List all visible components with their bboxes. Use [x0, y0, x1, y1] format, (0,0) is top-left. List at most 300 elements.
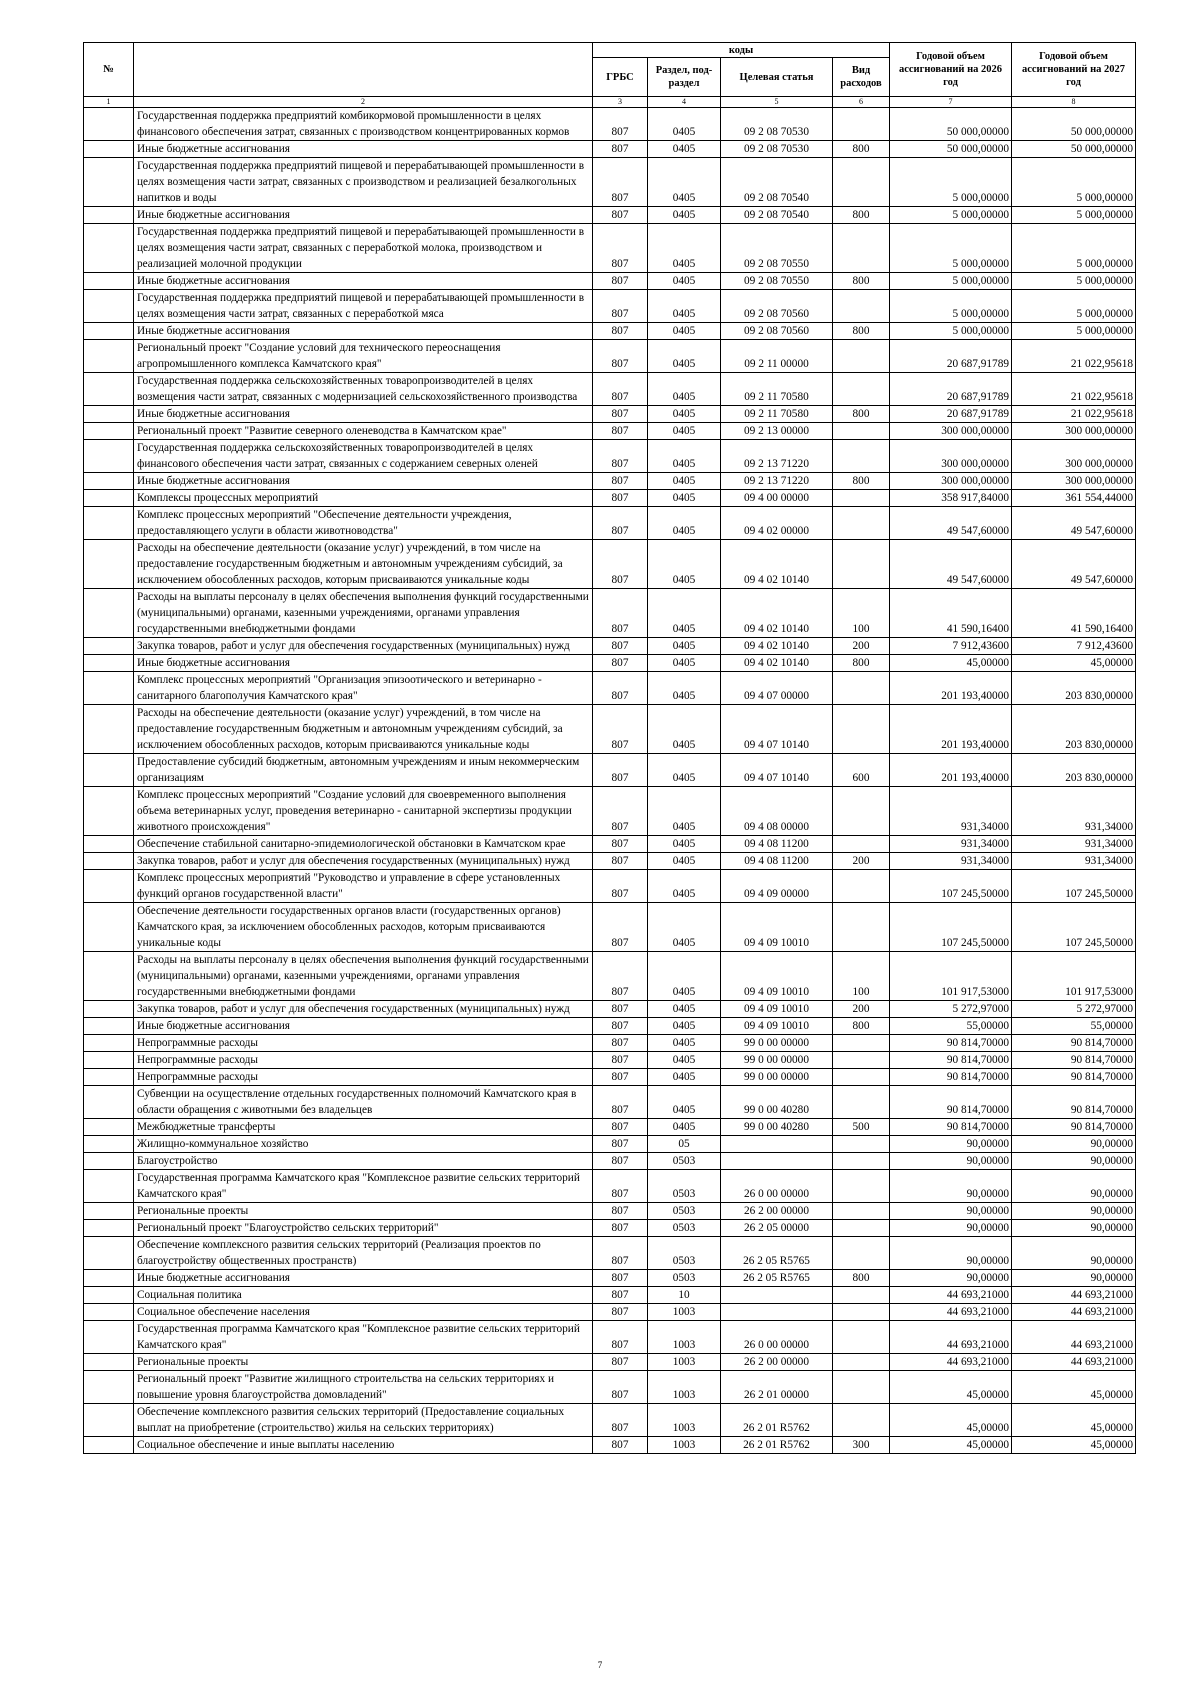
cell-grbs: 807: [593, 473, 648, 490]
cell-razdel: 0405: [648, 754, 721, 787]
cell-name: Государственная поддержка сельскохозяйственных товаропроизводителей в целях финансового обеспечения части затрат, связанных с содержанием северных оленей: [134, 440, 593, 473]
cell-amount-2027: 931,34000: [1012, 787, 1136, 836]
cell-amount-2027: 931,34000: [1012, 853, 1136, 870]
cell-amount-2027: 44 693,21000: [1012, 1354, 1136, 1371]
cell-grbs: 807: [593, 1052, 648, 1069]
cell-razdel: 0405: [648, 340, 721, 373]
cell-expense-type: 300: [833, 1437, 890, 1454]
table-row: [84, 1404, 1136, 1437]
cell-razdel: 0405: [648, 1035, 721, 1052]
cell-expense-type: [833, 1237, 890, 1270]
cell-name: Комплекс процессных мероприятий "Организация эпизоотического и ветеринарно - санитарного благополучия Камчатского края": [134, 672, 593, 705]
cell-name: Жилищно-коммунальное хозяйство: [134, 1136, 593, 1153]
cell-razdel: 0405: [648, 1069, 721, 1086]
cell-amount-2026: 107 245,50000: [890, 870, 1012, 903]
cell-name: Предоставление субсидий бюджетным, автономным учреждениям и иным некоммерческим организациям: [134, 754, 593, 787]
cell-amount-2027: 5 000,00000: [1012, 224, 1136, 273]
cell-name: Государственная программа Камчатского края "Комплексное развитие сельских территорий Камчатского края": [134, 1170, 593, 1203]
cell-expense-type: 800: [833, 655, 890, 672]
cell-target-article: 09 2 11 70580: [721, 406, 833, 423]
cell-target-article: 09 4 08 00000: [721, 787, 833, 836]
cell-name: Иные бюджетные ассигнования: [134, 1270, 593, 1287]
column-number: 6: [833, 97, 890, 108]
cell-amount-2026: 5 000,00000: [890, 207, 1012, 224]
cell-target-article: 09 4 02 00000: [721, 507, 833, 540]
header-celevaya: Целевая статья: [721, 58, 833, 97]
cell-amount-2027: 90,00000: [1012, 1237, 1136, 1270]
cell-no: [84, 1119, 134, 1136]
table-row: [84, 1018, 1136, 1035]
cell-target-article: 09 2 13 71220: [721, 440, 833, 473]
cell-grbs: 807: [593, 1321, 648, 1354]
cell-grbs: 807: [593, 1237, 648, 1270]
cell-amount-2026: 45,00000: [890, 1437, 1012, 1454]
table-row: [84, 373, 1136, 406]
table-row: [84, 340, 1136, 373]
cell-no: [84, 108, 134, 141]
cell-expense-type: 800: [833, 473, 890, 490]
cell-amount-2026: 44 693,21000: [890, 1287, 1012, 1304]
cell-expense-type: [833, 1203, 890, 1220]
cell-no: [84, 870, 134, 903]
cell-razdel: 0405: [648, 655, 721, 672]
cell-target-article: 99 0 00 00000: [721, 1035, 833, 1052]
cell-grbs: 807: [593, 1001, 648, 1018]
cell-amount-2026: 5 000,00000: [890, 158, 1012, 207]
cell-amount-2026: 90,00000: [890, 1203, 1012, 1220]
cell-grbs: 807: [593, 705, 648, 754]
cell-razdel: 1003: [648, 1437, 721, 1454]
cell-expense-type: [833, 340, 890, 373]
cell-amount-2026: 20 687,91789: [890, 406, 1012, 423]
cell-razdel: 0405: [648, 473, 721, 490]
cell-target-article: 09 4 02 10140: [721, 655, 833, 672]
cell-amount-2026: 7 912,43600: [890, 638, 1012, 655]
table-row: [84, 638, 1136, 655]
cell-expense-type: [833, 787, 890, 836]
cell-target-article: 09 4 09 10010: [721, 952, 833, 1001]
cell-grbs: 807: [593, 1069, 648, 1086]
budget-table: [83, 42, 1136, 1454]
cell-expense-type: [833, 1354, 890, 1371]
cell-expense-type: [833, 836, 890, 853]
cell-amount-2026: 90 814,70000: [890, 1069, 1012, 1086]
cell-target-article: 26 2 01 00000: [721, 1371, 833, 1404]
cell-name: Социальное обеспечение населения: [134, 1304, 593, 1321]
cell-no: [84, 1321, 134, 1354]
cell-razdel: 0405: [648, 273, 721, 290]
cell-amount-2026: 90,00000: [890, 1153, 1012, 1170]
cell-amount-2026: 50 000,00000: [890, 108, 1012, 141]
cell-target-article: 09 2 13 00000: [721, 423, 833, 440]
cell-amount-2026: 41 590,16400: [890, 589, 1012, 638]
cell-expense-type: [833, 903, 890, 952]
cell-target-article: 09 4 08 11200: [721, 853, 833, 870]
table-row: [84, 1069, 1136, 1086]
cell-expense-type: 800: [833, 273, 890, 290]
cell-grbs: 807: [593, 224, 648, 273]
cell-no: [84, 340, 134, 373]
cell-amount-2026: 90,00000: [890, 1270, 1012, 1287]
cell-no: [84, 224, 134, 273]
cell-expense-type: [833, 1153, 890, 1170]
cell-amount-2027: 49 547,60000: [1012, 540, 1136, 589]
cell-name: Региональный проект "Развитие жилищного строительства на сельских территориях и повышение уровня благоустройства домовладений": [134, 1371, 593, 1404]
cell-razdel: 1003: [648, 1304, 721, 1321]
cell-razdel: 0503: [648, 1220, 721, 1237]
cell-amount-2026: 101 917,53000: [890, 952, 1012, 1001]
cell-grbs: 807: [593, 1270, 648, 1287]
cell-expense-type: 800: [833, 1018, 890, 1035]
cell-no: [84, 207, 134, 224]
cell-no: [84, 1287, 134, 1304]
cell-grbs: 807: [593, 406, 648, 423]
cell-amount-2026: 44 693,21000: [890, 1354, 1012, 1371]
cell-amount-2027: 203 830,00000: [1012, 672, 1136, 705]
cell-expense-type: [833, 705, 890, 754]
cell-razdel: 0405: [648, 1001, 721, 1018]
cell-razdel: 0405: [648, 290, 721, 323]
cell-target-article: 09 4 07 10140: [721, 754, 833, 787]
cell-razdel: 0405: [648, 207, 721, 224]
cell-expense-type: [833, 1304, 890, 1321]
cell-target-article: [721, 1136, 833, 1153]
column-number: 5: [721, 97, 833, 108]
cell-expense-type: [833, 1136, 890, 1153]
cell-name: Региональные проекты: [134, 1203, 593, 1220]
cell-amount-2027: 45,00000: [1012, 655, 1136, 672]
cell-amount-2026: 931,34000: [890, 836, 1012, 853]
cell-razdel: 0405: [648, 323, 721, 340]
header-name: [134, 43, 593, 97]
cell-no: [84, 290, 134, 323]
cell-no: [84, 638, 134, 655]
cell-expense-type: 200: [833, 853, 890, 870]
cell-grbs: 807: [593, 1404, 648, 1437]
cell-name: Обеспечение комплексного развития сельских территорий (Предоставление социальных выплат на приобретение (строительство) жилья на сельских территориях): [134, 1404, 593, 1437]
cell-expense-type: [833, 1287, 890, 1304]
cell-amount-2026: 49 547,60000: [890, 507, 1012, 540]
cell-grbs: 807: [593, 655, 648, 672]
table-row: [84, 853, 1136, 870]
cell-amount-2027: 300 000,00000: [1012, 473, 1136, 490]
cell-grbs: 807: [593, 507, 648, 540]
cell-no: [84, 705, 134, 754]
cell-razdel: 0405: [648, 540, 721, 589]
cell-no: [84, 1170, 134, 1203]
table-row: [84, 290, 1136, 323]
cell-amount-2027: 5 000,00000: [1012, 158, 1136, 207]
cell-target-article: 09 4 08 11200: [721, 836, 833, 853]
cell-no: [84, 1035, 134, 1052]
cell-amount-2026: 201 193,40000: [890, 705, 1012, 754]
cell-razdel: 0405: [648, 373, 721, 406]
cell-target-article: 09 2 08 70560: [721, 323, 833, 340]
cell-razdel: 0503: [648, 1170, 721, 1203]
header-razdel: Раздел, под-раздел: [648, 58, 721, 97]
cell-amount-2026: 931,34000: [890, 787, 1012, 836]
cell-name: Расходы на выплаты персоналу в целях обеспечения выполнения функций государственными (муниципальными) органами, казенными учреждениями, органами управления государственными внебюджетными фондами: [134, 952, 593, 1001]
cell-razdel: 0405: [648, 108, 721, 141]
cell-target-article: 09 2 13 71220: [721, 473, 833, 490]
cell-amount-2027: 90 814,70000: [1012, 1086, 1136, 1119]
cell-expense-type: [833, 1069, 890, 1086]
cell-amount-2027: 5 000,00000: [1012, 323, 1136, 340]
cell-expense-type: [833, 1052, 890, 1069]
cell-grbs: 807: [593, 1203, 648, 1220]
cell-razdel: 0405: [648, 1119, 721, 1136]
table-row: [84, 1270, 1136, 1287]
column-number: 4: [648, 97, 721, 108]
cell-amount-2027: 107 245,50000: [1012, 870, 1136, 903]
cell-target-article: 09 4 07 00000: [721, 672, 833, 705]
cell-target-article: 09 2 08 70550: [721, 224, 833, 273]
cell-expense-type: [833, 1086, 890, 1119]
cell-amount-2027: 49 547,60000: [1012, 507, 1136, 540]
cell-grbs: 807: [593, 1170, 648, 1203]
cell-expense-type: [833, 540, 890, 589]
cell-razdel: 0503: [648, 1237, 721, 1270]
cell-expense-type: 800: [833, 1270, 890, 1287]
cell-amount-2027: 300 000,00000: [1012, 423, 1136, 440]
cell-expense-type: [833, 672, 890, 705]
table-row: [84, 705, 1136, 754]
cell-no: [84, 1018, 134, 1035]
cell-expense-type: [833, 1035, 890, 1052]
cell-name: Непрограммные расходы: [134, 1069, 593, 1086]
cell-grbs: 807: [593, 1371, 648, 1404]
cell-amount-2027: 90,00000: [1012, 1220, 1136, 1237]
cell-grbs: 807: [593, 1153, 648, 1170]
cell-amount-2026: 5 000,00000: [890, 323, 1012, 340]
cell-no: [84, 440, 134, 473]
cell-razdel: 0405: [648, 1086, 721, 1119]
cell-target-article: 26 2 00 00000: [721, 1203, 833, 1220]
cell-expense-type: [833, 290, 890, 323]
cell-razdel: 0503: [648, 1203, 721, 1220]
cell-expense-type: [833, 224, 890, 273]
cell-no: [84, 473, 134, 490]
cell-amount-2027: 107 245,50000: [1012, 903, 1136, 952]
cell-expense-type: 100: [833, 952, 890, 1001]
cell-grbs: 807: [593, 903, 648, 952]
cell-amount-2026: 50 000,00000: [890, 141, 1012, 158]
cell-expense-type: [833, 870, 890, 903]
cell-amount-2027: 7 912,43600: [1012, 638, 1136, 655]
cell-amount-2027: 90,00000: [1012, 1170, 1136, 1203]
cell-name: Обеспечение стабильной санитарно-эпидемиологической обстановки в Камчатском крае: [134, 836, 593, 853]
table-row: [84, 1237, 1136, 1270]
cell-razdel: 0405: [648, 423, 721, 440]
cell-no: [84, 423, 134, 440]
cell-amount-2026: 107 245,50000: [890, 903, 1012, 952]
table-row: [84, 1437, 1136, 1454]
cell-name: Иные бюджетные ассигнования: [134, 323, 593, 340]
table-row: [84, 1203, 1136, 1220]
cell-amount-2026: 5 000,00000: [890, 290, 1012, 323]
cell-name: Иные бюджетные ассигнования: [134, 473, 593, 490]
cell-name: Социальная политика: [134, 1287, 593, 1304]
cell-expense-type: [833, 1404, 890, 1437]
cell-expense-type: 600: [833, 754, 890, 787]
cell-no: [84, 1052, 134, 1069]
cell-amount-2026: 300 000,00000: [890, 473, 1012, 490]
cell-no: [84, 1153, 134, 1170]
cell-target-article: 09 4 09 00000: [721, 870, 833, 903]
cell-grbs: 807: [593, 1220, 648, 1237]
cell-name: Государственная поддержка предприятий пищевой и перерабатывающей промышленности в целях возмещения части затрат, связанных с производством и реализацией безалкогольных напитков и воды: [134, 158, 593, 207]
cell-no: [84, 1136, 134, 1153]
table-row: [84, 1354, 1136, 1371]
cell-razdel: 1003: [648, 1404, 721, 1437]
cell-target-article: 09 4 09 10010: [721, 903, 833, 952]
cell-grbs: 807: [593, 1354, 648, 1371]
cell-amount-2026: 44 693,21000: [890, 1321, 1012, 1354]
cell-amount-2026: 45,00000: [890, 655, 1012, 672]
budget-table-page: [83, 42, 1135, 1454]
cell-razdel: 0503: [648, 1270, 721, 1287]
cell-grbs: 807: [593, 836, 648, 853]
cell-name: Иные бюджетные ассигнования: [134, 1018, 593, 1035]
cell-name: Расходы на выплаты персоналу в целях обеспечения выполнения функций государственными (муниципальными) органами, казенными учреждениями, органами управления государственными внебюджетными фондами: [134, 589, 593, 638]
cell-name: Государственная поддержка предприятий пищевой и перерабатывающей промышленности в целях возмещения части затрат, связанных с переработкой молока, производством и реализацией молочной продукции: [134, 224, 593, 273]
cell-amount-2027: 5 000,00000: [1012, 207, 1136, 224]
cell-grbs: 807: [593, 1119, 648, 1136]
cell-expense-type: [833, 1321, 890, 1354]
cell-target-article: [721, 1304, 833, 1321]
cell-name: Комплекс процессных мероприятий "Создание условий для своевременного выполнения объема ветеринарных услуг, проведения ветеринарно - санитарной экспертизы продукции животного происхождения": [134, 787, 593, 836]
cell-grbs: 807: [593, 158, 648, 207]
cell-name: Иные бюджетные ассигнования: [134, 406, 593, 423]
cell-target-article: 99 0 00 00000: [721, 1052, 833, 1069]
cell-amount-2026: 45,00000: [890, 1404, 1012, 1437]
table-row: [84, 1086, 1136, 1119]
cell-name: Региональный проект "Благоустройство сельских территорий": [134, 1220, 593, 1237]
cell-no: [84, 323, 134, 340]
cell-no: [84, 1001, 134, 1018]
cell-name: Государственная поддержка сельскохозяйственных товаропроизводителей в целях возмещения части затрат, связанных с модернизацией сельскохозяйственного производства: [134, 373, 593, 406]
cell-razdel: 10: [648, 1287, 721, 1304]
cell-amount-2026: 90 814,70000: [890, 1052, 1012, 1069]
cell-amount-2027: 931,34000: [1012, 836, 1136, 853]
table-row: [84, 672, 1136, 705]
cell-amount-2027: 45,00000: [1012, 1404, 1136, 1437]
cell-target-article: 99 0 00 40280: [721, 1119, 833, 1136]
cell-grbs: 807: [593, 1035, 648, 1052]
cell-amount-2027: 55,00000: [1012, 1018, 1136, 1035]
cell-no: [84, 273, 134, 290]
table-row: [84, 1304, 1136, 1321]
cell-no: [84, 406, 134, 423]
cell-target-article: 26 0 00 00000: [721, 1321, 833, 1354]
column-number: 7: [890, 97, 1012, 108]
cell-name: Комплекс процессных мероприятий "Руководство и управление в сфере установленных функций органов государственной власти": [134, 870, 593, 903]
cell-amount-2027: 44 693,21000: [1012, 1304, 1136, 1321]
table-row: [84, 903, 1136, 952]
cell-no: [84, 1203, 134, 1220]
cell-expense-type: [833, 1170, 890, 1203]
cell-expense-type: 800: [833, 207, 890, 224]
cell-target-article: 26 2 05 00000: [721, 1220, 833, 1237]
table-row: [84, 1001, 1136, 1018]
cell-name: Межбюджетные трансферты: [134, 1119, 593, 1136]
cell-target-article: 09 2 08 70530: [721, 141, 833, 158]
cell-grbs: 807: [593, 423, 648, 440]
table-row: [84, 507, 1136, 540]
cell-no: [84, 1270, 134, 1287]
cell-name: Государственная программа Камчатского края "Комплексное развитие сельских территорий Камчатского края": [134, 1321, 593, 1354]
cell-grbs: 807: [593, 672, 648, 705]
cell-no: [84, 1371, 134, 1404]
cell-amount-2026: 90 814,70000: [890, 1086, 1012, 1119]
cell-no: [84, 1086, 134, 1119]
cell-amount-2026: 49 547,60000: [890, 540, 1012, 589]
cell-amount-2026: 55,00000: [890, 1018, 1012, 1035]
cell-target-article: 09 2 08 70540: [721, 207, 833, 224]
cell-expense-type: 100: [833, 589, 890, 638]
cell-amount-2027: 101 917,53000: [1012, 952, 1136, 1001]
cell-no: [84, 158, 134, 207]
cell-razdel: 1003: [648, 1354, 721, 1371]
cell-amount-2027: 21 022,95618: [1012, 340, 1136, 373]
cell-amount-2027: 50 000,00000: [1012, 108, 1136, 141]
cell-razdel: 0405: [648, 1018, 721, 1035]
table-row: [84, 406, 1136, 423]
cell-name: Обеспечение деятельности государственных органов власти (государственных органов) Камчатского края, за исключением обособленных расходов, которым присваиваются уникальные коды: [134, 903, 593, 952]
cell-amount-2027: 90,00000: [1012, 1203, 1136, 1220]
cell-grbs: 807: [593, 1437, 648, 1454]
cell-name: Социальное обеспечение и иные выплаты населению: [134, 1437, 593, 1454]
cell-grbs: 807: [593, 638, 648, 655]
cell-expense-type: 200: [833, 638, 890, 655]
cell-name: Субвенции на осуществление отдельных государственных полномочий Камчатского края в области обращения с животными без владельцев: [134, 1086, 593, 1119]
cell-name: Непрограммные расходы: [134, 1052, 593, 1069]
cell-razdel: 0503: [648, 1153, 721, 1170]
table-body: [84, 108, 1136, 1454]
cell-razdel: 0405: [648, 224, 721, 273]
table-row: [84, 1321, 1136, 1354]
cell-name: Расходы на обеспечение деятельности (оказание услуг) учреждений, в том числе на предоставление государственным бюджетным и автономным учреждениям субсидий, за исключением обособленных расходов, которым присваиваются уникальные коды: [134, 540, 593, 589]
cell-grbs: 807: [593, 141, 648, 158]
cell-razdel: 0405: [648, 903, 721, 952]
cell-amount-2026: 44 693,21000: [890, 1304, 1012, 1321]
cell-expense-type: [833, 373, 890, 406]
cell-razdel: 0405: [648, 158, 721, 207]
cell-name: Иные бюджетные ассигнования: [134, 273, 593, 290]
cell-target-article: 99 0 00 40280: [721, 1086, 833, 1119]
cell-name: Комплексы процессных мероприятий: [134, 490, 593, 507]
cell-expense-type: 800: [833, 406, 890, 423]
cell-name: Благоустройство: [134, 1153, 593, 1170]
table-row: [84, 1170, 1136, 1203]
cell-expense-type: [833, 1220, 890, 1237]
cell-target-article: 09 4 00 00000: [721, 490, 833, 507]
cell-name: Иные бюджетные ассигнования: [134, 207, 593, 224]
cell-razdel: 0405: [648, 836, 721, 853]
cell-amount-2026: 90 814,70000: [890, 1119, 1012, 1136]
cell-amount-2027: 5 000,00000: [1012, 273, 1136, 290]
cell-amount-2026: 300 000,00000: [890, 440, 1012, 473]
cell-razdel: 0405: [648, 672, 721, 705]
page-number: 7: [597, 1660, 603, 1670]
cell-expense-type: 800: [833, 323, 890, 340]
cell-amount-2027: 90,00000: [1012, 1153, 1136, 1170]
table-row: [84, 1153, 1136, 1170]
cell-name: Региональные проекты: [134, 1354, 593, 1371]
cell-target-article: 26 2 00 00000: [721, 1354, 833, 1371]
cell-amount-2027: 41 590,16400: [1012, 589, 1136, 638]
cell-target-article: 09 4 07 10140: [721, 705, 833, 754]
